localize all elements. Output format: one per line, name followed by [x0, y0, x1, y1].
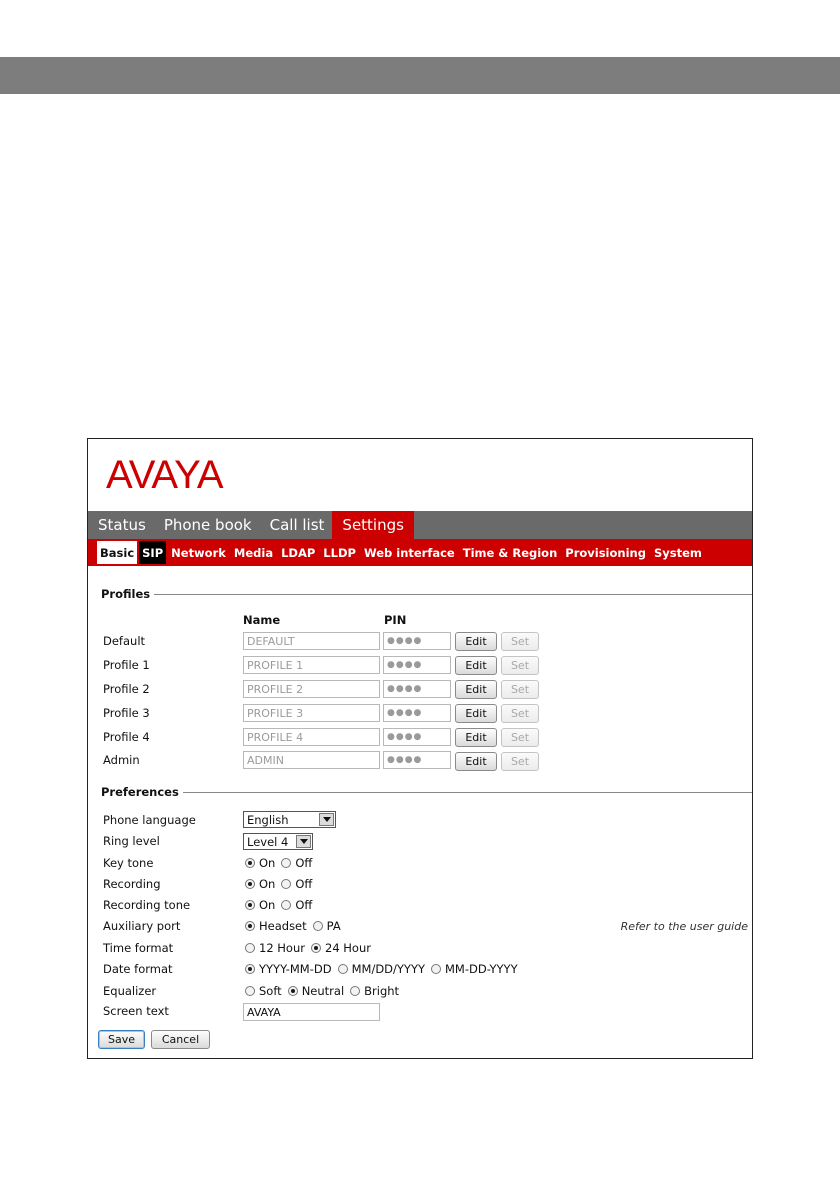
tab-phone-book[interactable]: Phone book	[163, 516, 252, 534]
subtab-network[interactable]: Network	[171, 545, 226, 560]
radio-label: On	[259, 898, 276, 912]
phone-language-select[interactable]	[243, 811, 336, 828]
preferences-section-title	[101, 785, 753, 799]
edit-button-profile-2[interactable]: Edit	[455, 680, 497, 699]
save-button[interactable]: Save	[98, 1030, 145, 1049]
set-button-admin[interactable]: Set	[501, 752, 539, 771]
key-tone-label: Key tone	[103, 856, 154, 870]
profile-name-1[interactable]: PROFILE 1	[243, 656, 380, 674]
profiles-section-title	[101, 587, 753, 601]
radio-label: Neutral	[301, 984, 345, 998]
subtab-basic[interactable]: Basic	[97, 541, 137, 564]
tab-call-list[interactable]: Call list	[269, 516, 325, 534]
section-divider	[154, 594, 753, 595]
profile-pin-1[interactable]: ●●●●	[383, 656, 451, 674]
pin-column-header: PIN	[384, 613, 407, 627]
radio-label: YYYY-MM-DD	[259, 962, 332, 976]
radio-label: PA	[326, 919, 341, 933]
edit-button-profile-3[interactable]: Edit	[455, 704, 497, 723]
profile-label-4: Profile 4	[103, 730, 150, 744]
name-column-header: Name	[243, 613, 281, 627]
edit-button-admin[interactable]: Edit	[455, 752, 497, 771]
recording-on-radio[interactable]	[245, 879, 255, 889]
phone-language-value: English	[247, 812, 289, 827]
auxiliary-pa-radio[interactable]	[313, 921, 323, 931]
profile-name-3[interactable]: PROFILE 3	[243, 704, 380, 722]
preferences-title-text: Preferences	[101, 785, 179, 799]
phone-language-label: Phone language	[103, 813, 196, 827]
radio-label: Bright	[364, 984, 400, 998]
ring-level-value: Level 4	[247, 834, 289, 849]
ring-level-select[interactable]	[243, 833, 313, 850]
recording-tone-off-radio[interactable]	[281, 900, 291, 910]
key-tone-on-radio[interactable]	[245, 858, 255, 868]
profile-label-3: Profile 3	[103, 706, 150, 720]
time-24-hour-radio[interactable]	[311, 943, 321, 953]
radio-label: 12 Hour	[259, 941, 305, 955]
set-button-profile-2[interactable]: Set	[501, 680, 539, 699]
edit-button-profile-1[interactable]: Edit	[455, 656, 497, 675]
set-button-default[interactable]: Set	[501, 632, 539, 651]
equalizer-neutral-radio[interactable]	[288, 986, 298, 996]
subtab-system[interactable]: System	[653, 545, 702, 560]
set-button-profile-3[interactable]: Set	[501, 704, 539, 723]
profiles-title-text: Profiles	[101, 587, 151, 601]
recording-tone-label: Recording tone	[103, 898, 191, 912]
profile-pin-default[interactable]: ●●●●	[383, 632, 451, 650]
tab-settings[interactable]: Settings	[332, 511, 414, 539]
subtab-lldp[interactable]: LLDP	[323, 545, 356, 560]
recording-tone-options	[245, 898, 318, 912]
profile-pin-3[interactable]: ●●●●	[383, 704, 451, 722]
subtab-web-interface[interactable]: Web interface	[363, 545, 455, 560]
radio-label: Off	[295, 898, 313, 912]
profile-label-default: Default	[103, 634, 146, 648]
cancel-button[interactable]: Cancel	[151, 1030, 210, 1049]
auxiliary-port-options	[245, 919, 347, 933]
profile-name-4[interactable]: PROFILE 4	[243, 728, 380, 746]
screen-text-input[interactable]: AVAYA	[243, 1003, 380, 1021]
equalizer-soft-radio[interactable]	[245, 986, 255, 996]
recording-off-radio[interactable]	[281, 879, 291, 889]
set-button-profile-1[interactable]: Set	[501, 656, 539, 675]
page-header-bar	[0, 57, 840, 94]
radio-label: 24 Hour	[325, 941, 371, 955]
set-button-profile-4[interactable]: Set	[501, 728, 539, 747]
equalizer-label: Equalizer	[103, 984, 157, 998]
radio-label: On	[259, 877, 276, 891]
radio-label: Headset	[259, 919, 307, 933]
radio-label: Off	[295, 856, 313, 870]
subtab-media[interactable]: Media	[233, 545, 274, 560]
recording-label: Recording	[103, 877, 161, 891]
section-divider	[183, 792, 753, 793]
equalizer-options	[245, 984, 405, 998]
edit-button-default[interactable]: Edit	[455, 632, 497, 651]
date-format-options	[245, 962, 524, 976]
dropdown-arrow-icon[interactable]	[319, 813, 334, 826]
profile-pin-2[interactable]: ●●●●	[383, 680, 451, 698]
radio-label: Off	[295, 877, 313, 891]
main-nav	[88, 511, 752, 539]
dropdown-arrow-icon[interactable]	[296, 835, 311, 848]
auxiliary-headset-radio[interactable]	[245, 921, 255, 931]
radio-label: On	[259, 856, 276, 870]
web-ui-window	[87, 438, 753, 1059]
date-mm-dd-yyyy-dash-radio[interactable]	[431, 964, 441, 974]
date-format-label: Date format	[103, 962, 173, 976]
tab-status[interactable]: Status	[98, 516, 146, 534]
key-tone-off-radio[interactable]	[281, 858, 291, 868]
subtab-time-region[interactable]: Time & Region	[462, 545, 558, 560]
profile-name-2[interactable]: PROFILE 2	[243, 680, 380, 698]
date-yyyy-mm-dd-radio[interactable]	[245, 964, 255, 974]
profile-label-1: Profile 1	[103, 658, 150, 672]
ring-level-label: Ring level	[103, 834, 160, 848]
radio-label: MM-DD-YYYY	[445, 962, 518, 976]
profile-name-admin[interactable]: ADMIN	[243, 751, 380, 769]
subtab-ldap[interactable]: LDAP	[281, 545, 316, 560]
time-format-label: Time format	[103, 941, 174, 955]
profile-pin-admin[interactable]: ●●●●	[383, 751, 451, 769]
time-format-options	[245, 941, 377, 955]
settings-subnav	[88, 539, 752, 566]
auxiliary-port-label: Auxiliary port	[103, 919, 181, 933]
equalizer-bright-radio[interactable]	[350, 986, 360, 996]
time-12-hour-radio[interactable]	[245, 943, 255, 953]
date-mm-dd-yyyy-slash-radio[interactable]	[338, 964, 348, 974]
profile-name-default[interactable]: DEFAULT	[243, 632, 380, 650]
avaya-logo	[106, 448, 236, 496]
profile-label-2: Profile 2	[103, 682, 150, 696]
key-tone-options	[245, 856, 318, 870]
svg-text:AVAYA: AVAYA	[106, 453, 223, 496]
auxiliary-port-hint: Refer to the user guide	[620, 920, 748, 933]
recording-tone-on-radio[interactable]	[245, 900, 255, 910]
profile-pin-4[interactable]: ●●●●	[383, 728, 451, 746]
radio-label: Soft	[259, 984, 282, 998]
subtab-sip[interactable]: SIP	[139, 541, 166, 564]
edit-button-profile-4[interactable]: Edit	[455, 728, 497, 747]
recording-options	[245, 877, 318, 891]
profile-label-admin: Admin	[103, 753, 140, 767]
screen-text-label: Screen text	[103, 1004, 169, 1018]
subtab-provisioning[interactable]: Provisioning	[565, 545, 646, 560]
radio-label: MM/DD/YYYY	[351, 962, 425, 976]
